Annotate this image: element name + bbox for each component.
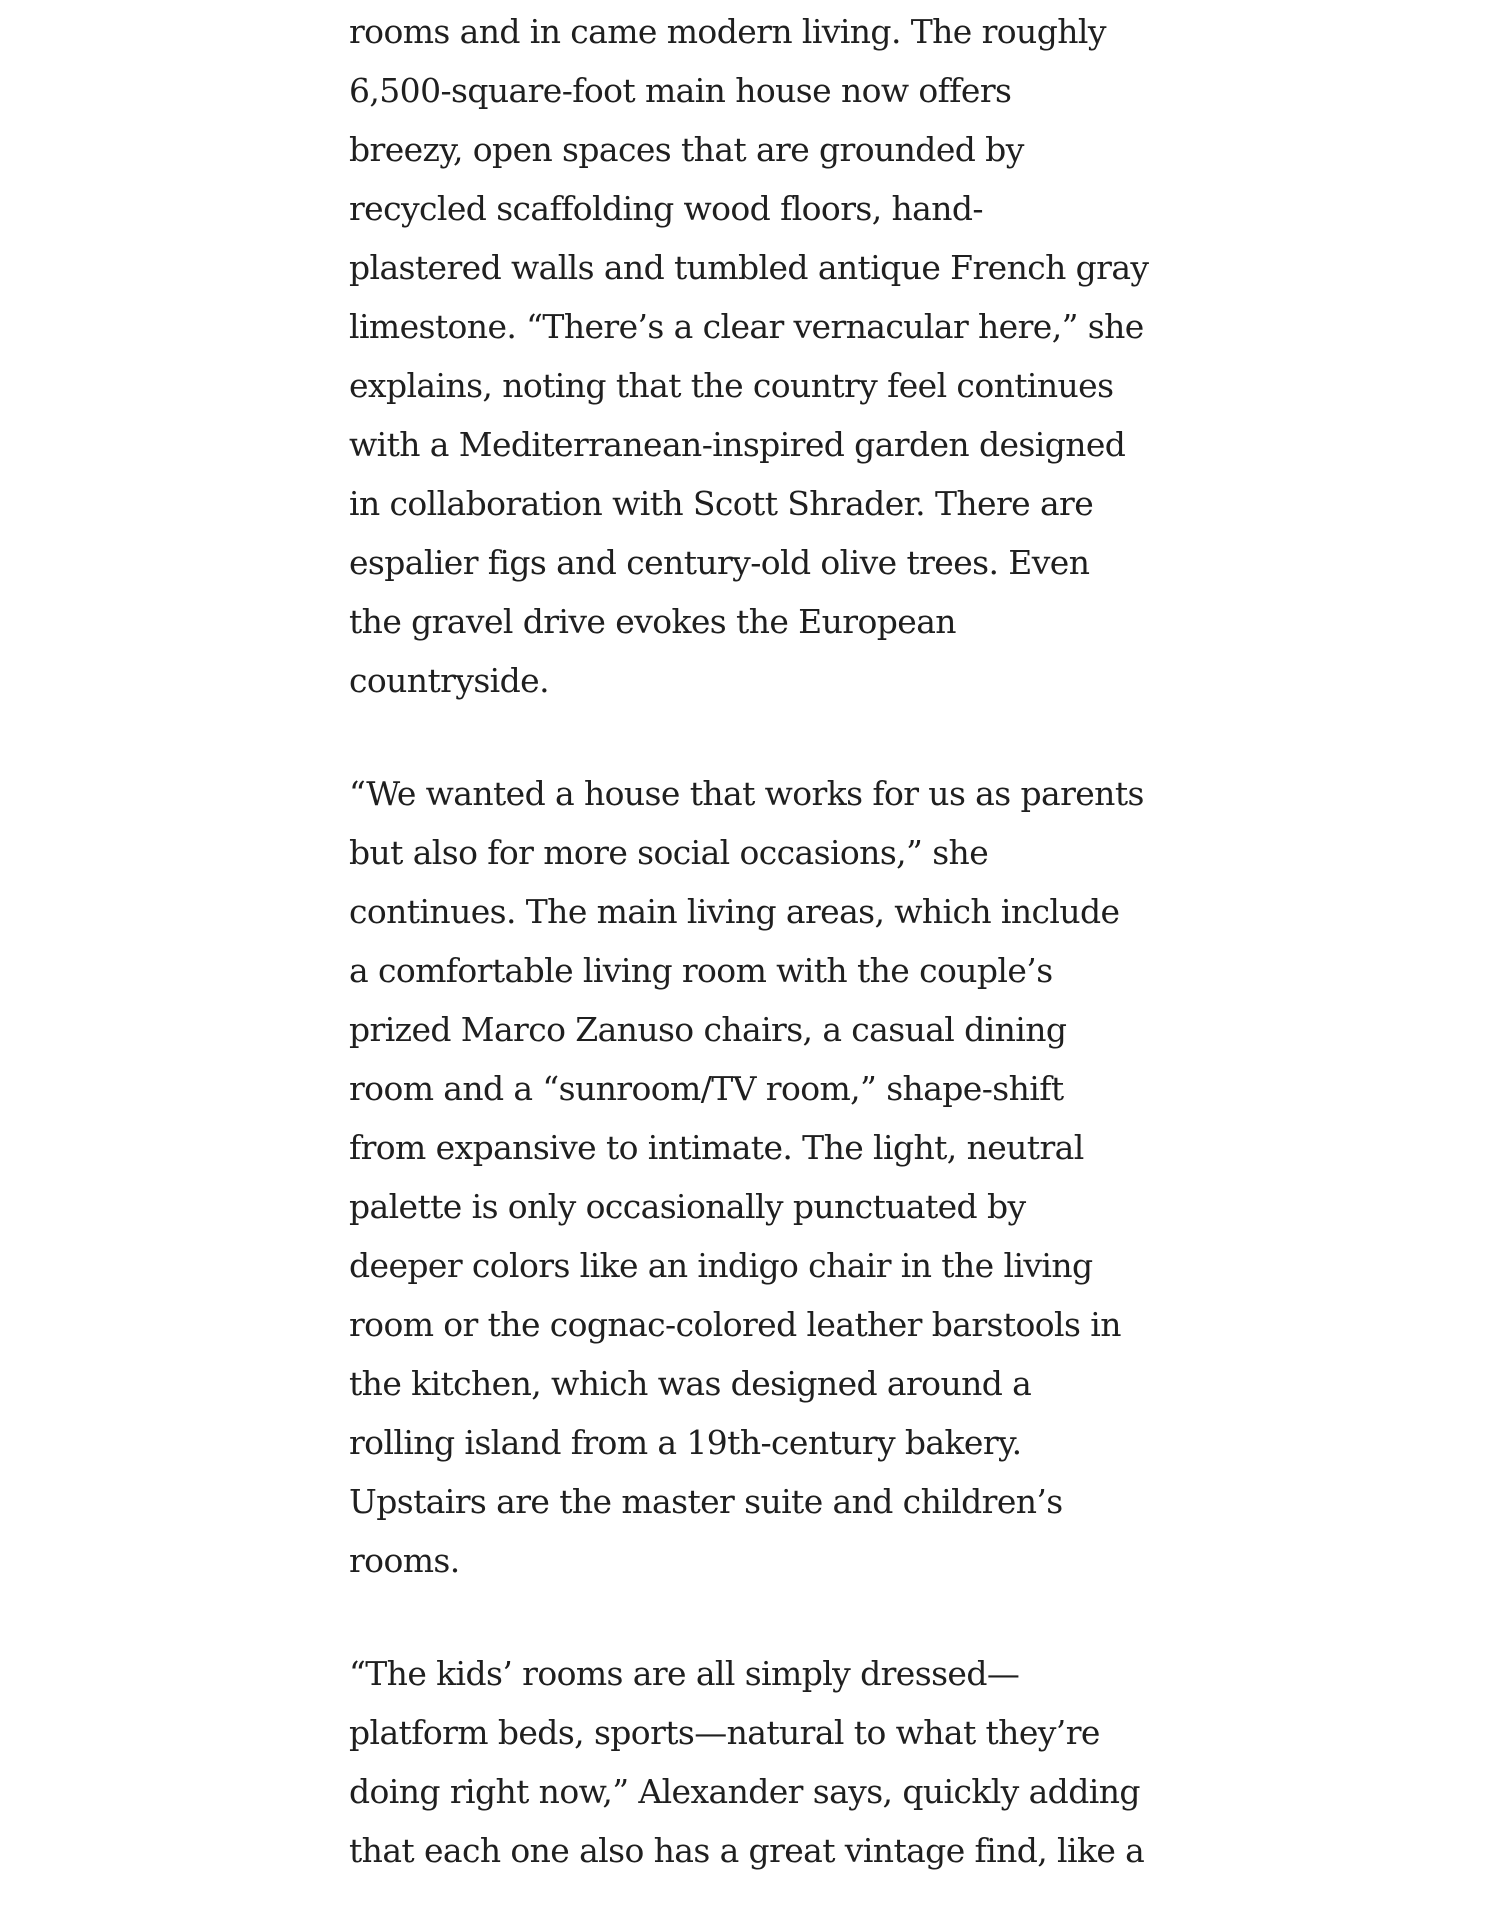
- text-line: Upstairs are the master suite and children’s: [349, 1482, 1063, 1521]
- text-line: palette is only occasionally punctuated by: [349, 1187, 1026, 1226]
- paragraph-spacer: [349, 1590, 1179, 1644]
- text-line: “The kids’ rooms are all simply dressed—: [349, 1654, 1020, 1693]
- text-line: “We wanted a house that works for us as parents: [349, 774, 1144, 813]
- article-body: [349, 0, 1179, 1880]
- text-line: continues. The main living areas, which include: [349, 892, 1120, 931]
- text-line: recycled scaffolding wood floors, hand-: [349, 189, 983, 228]
- text-line: countryside.: [349, 661, 549, 700]
- text-line: rooms.: [349, 1541, 460, 1580]
- text-line: rooms and in came modern living. The roughly: [349, 12, 1106, 51]
- text-line: breezy, open spaces that are grounded by: [349, 130, 1024, 169]
- text-line: from expansive to intimate. The light, neutral: [349, 1128, 1084, 1167]
- text-line: 6,500-square-foot main house now offers: [349, 71, 1012, 110]
- text-line: platform beds, sports—natural to what they’re: [349, 1713, 1100, 1752]
- paragraph-spacer: [349, 710, 1179, 764]
- text-line: plastered walls and tumbled antique French gray: [349, 248, 1149, 287]
- text-line: room or the cognac-colored leather barstools in: [349, 1305, 1121, 1344]
- paragraph-1: [349, 2, 1179, 710]
- text-line: that each one also has a great vintage find, like a: [349, 1831, 1145, 1870]
- text-line: in collaboration with Scott Shrader. There are: [349, 484, 1094, 523]
- text-line: explains, noting that the country feel continues: [349, 366, 1114, 405]
- text-line: espalier figs and century-old olive trees. Even: [349, 543, 1090, 582]
- text-line: with a Mediterranean-inspired garden designed: [349, 425, 1126, 464]
- text-line: the gravel drive evokes the European: [349, 602, 956, 641]
- text-line: doing right now,” Alexander says, quickly adding: [349, 1772, 1140, 1811]
- text-line: the kitchen, which was designed around a: [349, 1364, 1032, 1403]
- text-line: limestone. “There’s a clear vernacular here,” she: [349, 307, 1144, 346]
- text-line: a comfortable living room with the couple’s: [349, 951, 1053, 990]
- text-line: but also for more social occasions,” she: [349, 833, 989, 872]
- text-line: prized Marco Zanuso chairs, a casual dining: [349, 1010, 1067, 1049]
- paragraph-3: [349, 1644, 1179, 1880]
- text-line: room and a “sunroom/TV room,” shape-shift: [349, 1069, 1064, 1108]
- paragraph-2: [349, 764, 1179, 1590]
- text-line: rolling island from a 19th-century bakery.: [349, 1423, 1022, 1462]
- text-line: deeper colors like an indigo chair in the living: [349, 1246, 1093, 1285]
